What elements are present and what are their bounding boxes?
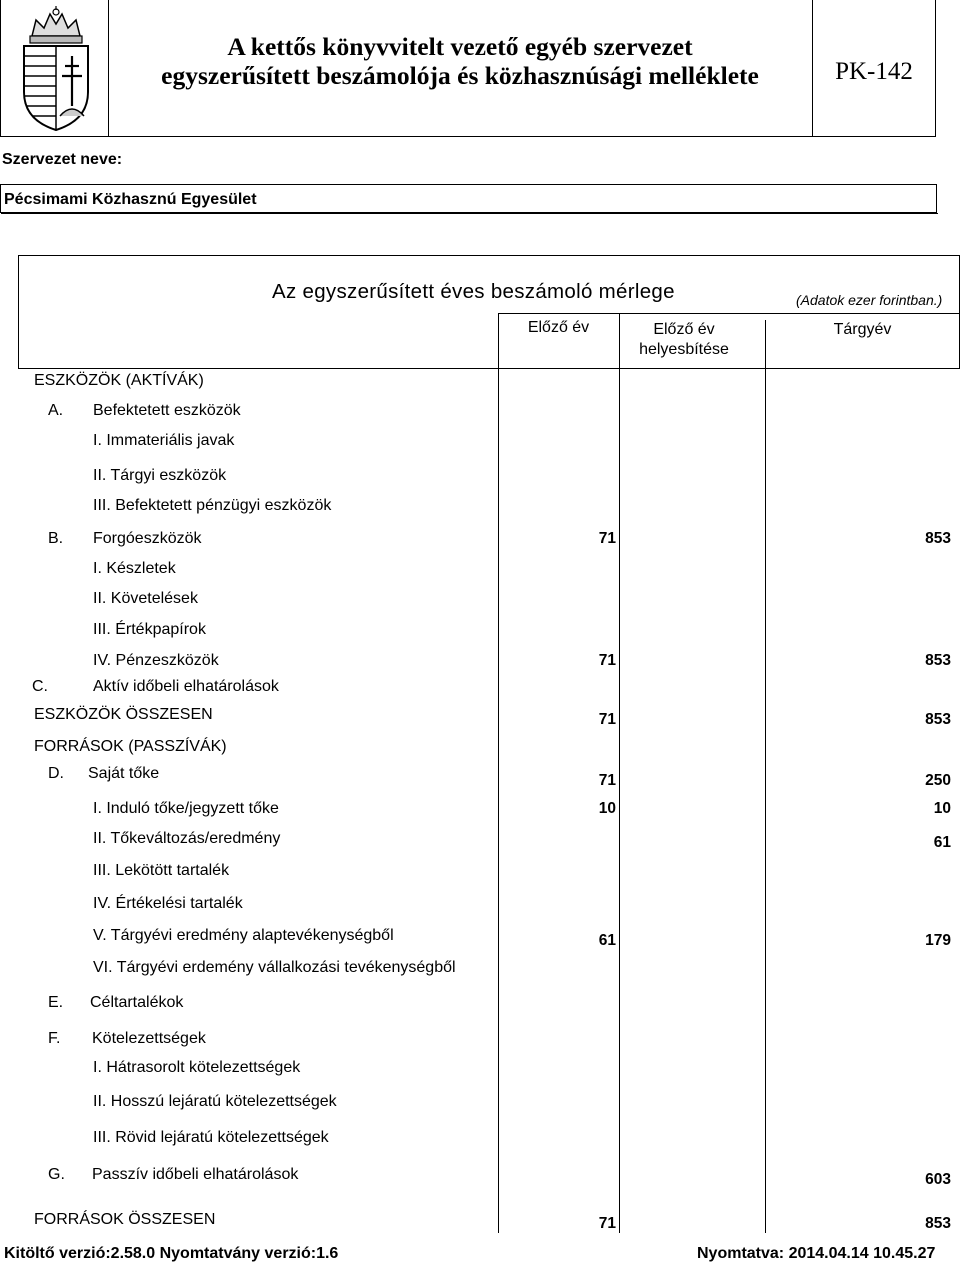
column-divider-adj [765, 320, 766, 1233]
header-border-left [0, 0, 1, 137]
value-prev-year: 71 [598, 711, 616, 728]
organization-name: Pécsimami Közhasznú Egyesület [4, 191, 257, 208]
row-label: Kötelezettségek [92, 1030, 206, 1047]
column-header-prev-adjustment-line-1: Előző év [653, 321, 715, 338]
header-border-bottom [0, 136, 936, 137]
row-label: II. Tárgyi eszközök [93, 467, 227, 484]
row-label: Befektetett eszközök [93, 402, 241, 419]
row-label: Aktív időbeli elhatárolások [93, 678, 279, 695]
row-letter: B. [48, 530, 64, 547]
value-current-year: 61 [933, 834, 951, 851]
row-label: Saját tőke [88, 765, 160, 782]
print-timestamp: Nyomtatva: 2014.04.14 10.45.27 [697, 1245, 936, 1262]
value-prev-year: 10 [598, 800, 616, 817]
form-header [0, 0, 960, 137]
document-title-line-1: A kettős könyvvitelt vezető egyéb szervezet [227, 32, 693, 61]
hungarian-coat-of-arms-icon [18, 6, 94, 132]
row-label: III. Lekötött tartalék [93, 862, 230, 879]
row-letter: A. [48, 402, 64, 419]
row-label: III. Rövid lejáratú kötelezettségek [93, 1129, 329, 1146]
value-current-year: 853 [925, 1215, 951, 1232]
document-title-line-2: egyszerűsített beszámolója és közhasznúsági melléklete [161, 61, 759, 90]
row-label: I. Hátrasorolt kötelezettségek [93, 1059, 301, 1076]
row-letter: G. [48, 1166, 65, 1183]
table-border-top [18, 255, 960, 256]
value-prev-year: 71 [598, 1215, 616, 1232]
value-prev-year: 71 [598, 772, 616, 789]
row-label: III. Értékpapírok [93, 621, 206, 638]
row-label: FORRÁSOK ÖSSZESEN [34, 1211, 216, 1228]
row-label: VI. Tárgyévi erdemény vállalkozási tevékenységből [93, 959, 456, 976]
row-label: Passzív időbeli elhatárolások [92, 1166, 299, 1183]
units-note: (Adatok ezer forintban.) [796, 292, 943, 308]
value-prev-year: 61 [598, 932, 616, 949]
row-label: ESZKÖZÖK (AKTÍVÁK) [34, 372, 204, 389]
balance-sheet-title: Az egyszerűsített éves beszámoló mérlege [272, 280, 675, 303]
value-current-year: 250 [925, 772, 951, 789]
column-header-current-year: Tárgyév [833, 321, 892, 338]
row-label: III. Befektetett pénzügyi eszközök [93, 497, 332, 514]
value-prev-year: 71 [598, 530, 616, 547]
row-label: I. Immateriális javak [93, 432, 235, 449]
row-letter: E. [48, 994, 64, 1011]
value-current-year: 853 [925, 530, 951, 547]
row-label: II. Hosszú lejáratú kötelezettségek [93, 1093, 337, 1110]
document-title [108, 32, 812, 90]
row-letter: F. [48, 1030, 61, 1047]
value-current-year: 603 [925, 1171, 951, 1188]
row-label: IV. Értékelési tartalék [93, 895, 243, 912]
row-letter: C. [32, 678, 48, 695]
value-current-year: 853 [925, 652, 951, 669]
row-letter: D. [48, 765, 64, 782]
row-label: II. Tőkeváltozás/eredmény [93, 830, 281, 847]
table-border-left-header [18, 255, 19, 369]
row-label: Forgóeszközök [93, 530, 202, 547]
column-header-prev-adjustment-line-2: helyesbítése [639, 341, 729, 358]
organization-label: Szervezet neve: [2, 151, 123, 168]
row-label: FORRÁSOK (PASSZÍVÁK) [34, 738, 227, 755]
row-label: IV. Pénzeszközök [93, 652, 219, 669]
row-label: V. Tárgyévi eredmény alaptevékenységből [93, 927, 394, 944]
value-current-year: 853 [925, 711, 951, 728]
value-current-year: 10 [933, 800, 951, 817]
row-label: I. Készletek [93, 560, 176, 577]
value-prev-year: 71 [598, 652, 616, 669]
value-current-year: 179 [925, 932, 951, 949]
header-row-divider [498, 313, 960, 314]
column-divider-prev [619, 313, 620, 1233]
form-code: PK-142 [835, 58, 913, 85]
version-info: Kitöltő verzió:2.58.0 Nyomtatvány verzió:1.6 [4, 1245, 339, 1262]
row-label: ESZKÖZÖK ÖSSZESEN [34, 706, 213, 723]
column-header-prev-adjustment [624, 320, 744, 360]
row-label: I. Induló tőke/jegyzett tőke [93, 800, 279, 817]
row-label: Céltartalékok [90, 994, 184, 1011]
table-header-bottom [18, 368, 960, 369]
column-header-prev-year: Előző év [527, 319, 590, 336]
row-label: II. Követelések [93, 590, 198, 607]
